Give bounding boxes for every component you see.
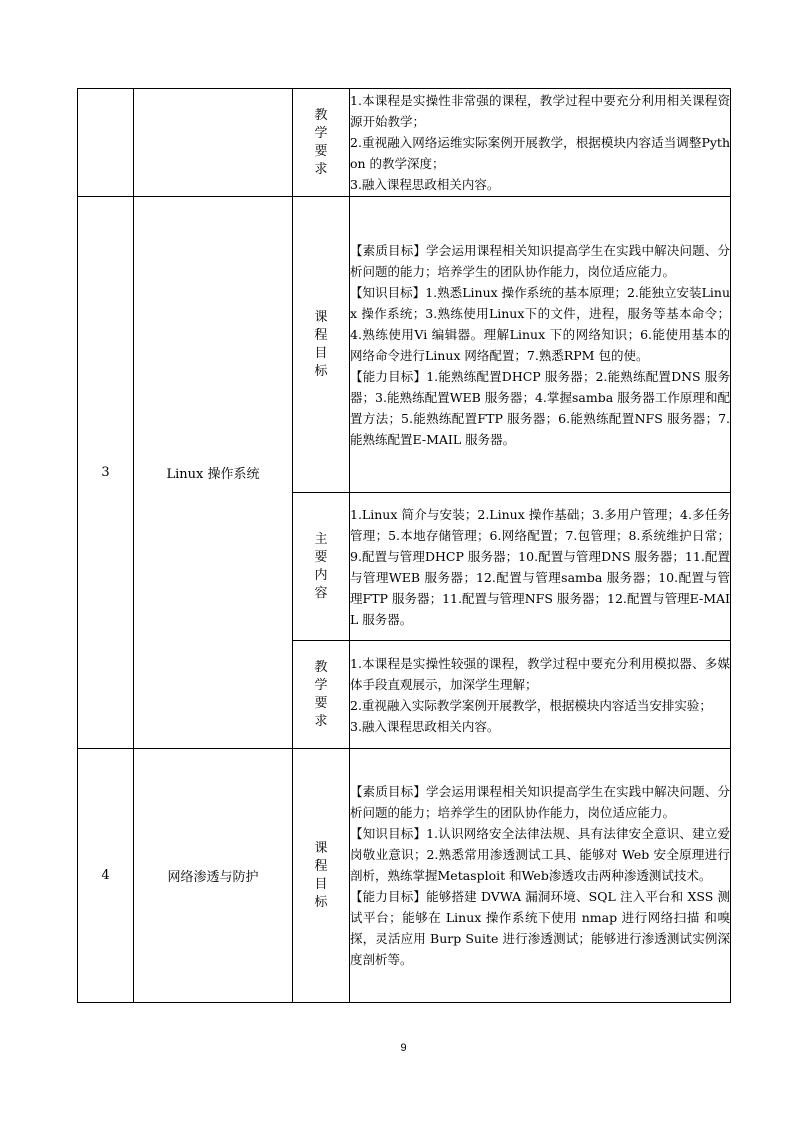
content-line: 2.重视融入实际教学案例开展教学，根据模块内容适当安排实验； xyxy=(350,697,712,713)
section-label-cell xyxy=(293,197,350,493)
course-name: Linux 操作系统 xyxy=(134,197,293,749)
section-label: 教学要求 xyxy=(314,107,328,177)
content-line: 【素质目标】学会运用课程相关知识提高学生在实践中解决问题、分析问题的能力；培养学生的团队协作能力，岗位适应能力。 xyxy=(350,242,730,279)
content-line: 【知识目标】1.认识网络安全法律法规、具有法律安全意识、建立爱岗敬业意识；2.熟悉常用渗透测试工具、能够对 Web 安全原理进行剖析，熟练掌握Metasploit 和Web渗透攻击两种渗透测试技术。 xyxy=(350,826,730,883)
content-line: 【知识目标】1.熟悉Linux 操作系统的基本原理；2.能独立安装Linux 操作系统；3.熟练使用Linux下的文件，进程，服务等基本命令；4.熟练使用Vi 编辑器。理解Linux 下的网络知识；6.能使用基本的网络命令进行Linux 网络配置；7.熟悉RPM 包的使。 xyxy=(350,284,730,363)
page-number: 9 xyxy=(400,1042,407,1054)
content-line: 【能力目标】能够搭建 DVWA 漏洞环境、SQL 注入平台和 XSS 测试平台；能够在 Linux 操作系统下使用 nmap 进行网络扫描 和嗅探，灵活应用 Burp Suite 进行渗透测试；能够进行渗透测试实例深度剖析等。 xyxy=(350,889,730,967)
course-row xyxy=(78,197,731,493)
course-name: 网络渗透与防护 xyxy=(134,749,293,1003)
content-line: 1.本课程是实操性非常强的课程，教学过程中要充分利用相关课程资源开始教学； xyxy=(350,93,730,129)
course-number: 3 xyxy=(78,197,134,749)
content-line: 2.重视融入网络运维实际案例开展教学，根据模块内容适当调整Python 的教学深度； xyxy=(350,135,730,171)
content-line: 1.Linux 简介与安装；2.Linux 操作基础；3.多用户管理；4.多任务管理；5.本地存储管理；6.网络配置；7.包管理；8.系统维护日常；9.配置与管理DHCP 服务器；10.配置与管理DNS 服务器；11.配置与管理WEB 服务器；12.配置与管理samba 服务器；10.配置与管理FTP 服务器；11.配置与管理NFS 服务器；12.配置与管理E-MAIL 服务器。 xyxy=(350,506,730,627)
section-content xyxy=(350,89,731,197)
section-content xyxy=(350,641,731,749)
section-label-cell xyxy=(293,493,350,641)
section-label: 课程目标 xyxy=(314,309,328,379)
section-content xyxy=(350,197,731,493)
content-line: 【素质目标】学会运用课程相关知识提高学生在实践中解决问题、分析问题的能力；培养学生的团队协作能力，岗位适应能力。 xyxy=(350,784,730,820)
section-label: 课程目标 xyxy=(314,840,328,910)
content-line: 3.融入课程思政相关内容。 xyxy=(350,177,500,192)
course-table xyxy=(77,88,731,1003)
course-number: 4 xyxy=(78,749,134,1003)
section-content xyxy=(350,493,731,641)
course-name xyxy=(134,89,293,197)
course-row xyxy=(78,749,731,1003)
section-label-cell xyxy=(293,89,350,197)
content-line: 3.融入课程思政相关内容。 xyxy=(350,718,500,734)
section-content xyxy=(350,749,731,1003)
section-label: 主要内容 xyxy=(314,531,328,601)
section-label: 教学要求 xyxy=(314,659,328,729)
section-label-cell xyxy=(293,749,350,1003)
course-number xyxy=(78,89,134,197)
course-row xyxy=(78,89,731,197)
content-line: 【能力目标】1.能熟练配置DHCP 服务器；2.能熟练配置DNS 服务器；3.能熟练配置WEB 服务器；4.掌握samba 服务器工作原理和配置方法；5.能熟练配置FTP 服务器；6.能熟练配置NFS 服务器；7.能熟练配置E-MAIL 服务器。 xyxy=(350,368,730,447)
section-label-cell xyxy=(293,641,350,749)
content-line: 1.本课程是实操性较强的课程，教学过程中要充分利用模拟器、多媒体手段直观展示，加深学生理解； xyxy=(350,655,730,692)
